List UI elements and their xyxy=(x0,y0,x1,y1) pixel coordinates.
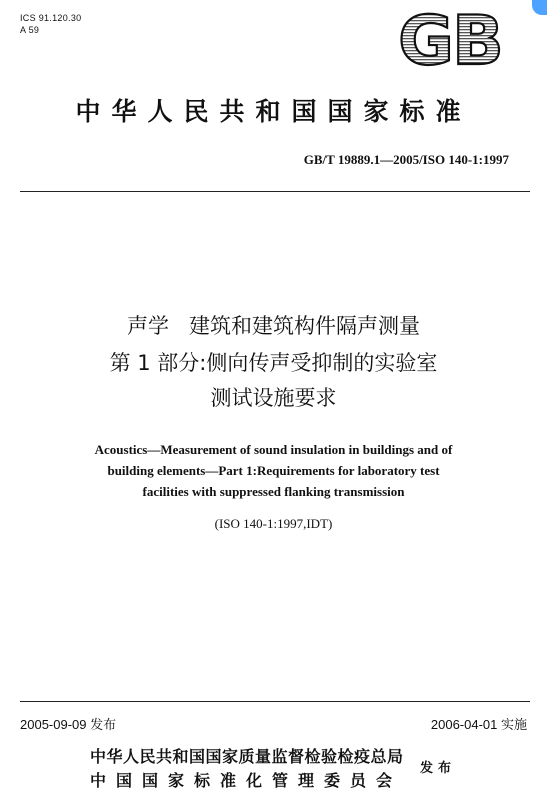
classification-code: A 59 xyxy=(20,25,40,35)
title-en-line-3: facilities with suppressed flanking transmission xyxy=(142,484,405,499)
gb-logo-text: GB xyxy=(398,8,502,70)
title-zh-line-2: 第 1 部分:侧向传声受抑制的实验室 xyxy=(109,351,438,375)
national-standard-name: 中华人民共和国国家标准 xyxy=(75,97,472,126)
issuer-line-1: 中华人民共和国国家质量监督检验检疫总局 xyxy=(90,747,404,766)
standard-number: GB/T 19889.1—2005/ISO 140-1:1997 xyxy=(303,152,509,167)
top-divider xyxy=(20,191,530,192)
title-en xyxy=(0,439,547,502)
bottom-divider xyxy=(20,701,530,702)
title-en-line-1: Acoustics—Measurement of sound insulation in buildings and of xyxy=(94,442,453,457)
classification-codes xyxy=(20,12,81,36)
ics-code: ICS 91.120.30 xyxy=(20,13,82,23)
iso-equivalence: (ISO 140-1:1997,IDT) xyxy=(214,516,333,531)
title-zh-line-1: 声学 建筑和建筑构件隔声测量 xyxy=(126,314,421,338)
title-en-line-2: building elements—Part 1:Requirements for laboratory test xyxy=(107,463,440,478)
corner-accent xyxy=(532,0,547,15)
issued-word: 发布 xyxy=(420,761,457,776)
implementation-date: 2006-04-01 实施 xyxy=(430,717,527,732)
issue-date: 2005-09-09 发布 xyxy=(20,717,117,732)
title-zh-line-3: 测试设施要求 xyxy=(210,386,337,410)
issuer-line-2: 中国国家标准化管理委员会 xyxy=(90,771,403,790)
gb-logo-icon xyxy=(370,8,530,70)
